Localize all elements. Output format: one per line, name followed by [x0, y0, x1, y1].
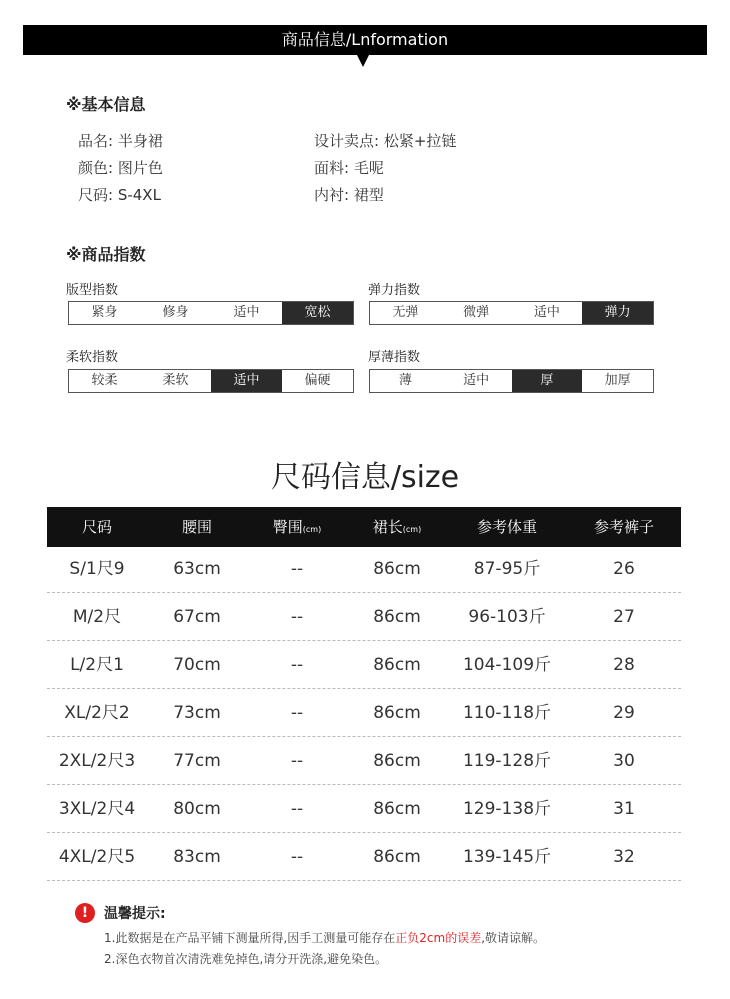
index-option: 加厚 — [604, 373, 631, 388]
cell-hip: -- — [290, 607, 304, 627]
info-design: 设计卖点: 松紧+拉链 — [314, 132, 457, 150]
index-scale-softness — [68, 369, 354, 393]
note-highlight: 正负2cm的误差 — [395, 931, 482, 945]
info-name: 品名: 半身裙 — [78, 132, 163, 150]
header-bar — [23, 25, 707, 55]
cell-hip: -- — [290, 847, 304, 867]
index-option: 无弹 — [392, 305, 419, 320]
cell-length: 86cm — [373, 655, 421, 675]
cell-size: L/2尺1 — [70, 655, 124, 675]
index-option: 紧身 — [91, 305, 118, 320]
table-row — [47, 689, 681, 737]
index-option: 适中 — [533, 305, 560, 320]
cell-weight: 110-118斤 — [462, 703, 552, 723]
basic-info-title: ※基本信息 — [66, 95, 146, 114]
cell-weight: 87-95斤 — [473, 559, 541, 579]
index-label-fit: 版型指数 — [66, 283, 119, 298]
info-size: 尺码: S-4XL — [78, 186, 161, 204]
index-label-softness: 柔软指数 — [66, 350, 119, 365]
cell-pants: 31 — [613, 799, 635, 819]
cell-size: 2XL/2尺3 — [58, 751, 136, 771]
row-divider — [47, 880, 681, 881]
cell-size: S/1尺9 — [69, 559, 125, 579]
cell-weight: 139-145斤 — [462, 847, 552, 867]
cell-length: 86cm — [373, 559, 421, 579]
cell-pants: 27 — [613, 607, 635, 627]
cell-length: 86cm — [373, 799, 421, 819]
cell-size: XL/2尺2 — [64, 703, 130, 723]
size-table-header — [47, 507, 681, 547]
cell-length: 86cm — [373, 703, 421, 723]
cell-pants: 30 — [613, 751, 635, 771]
header-arrow — [357, 55, 369, 67]
cell-waist: 83cm — [173, 847, 221, 867]
cell-hip: -- — [290, 559, 304, 579]
col-header-waist: 腰围 — [181, 518, 212, 536]
cell-hip: -- — [290, 799, 304, 819]
index-option: 适中 — [233, 305, 260, 320]
cell-pants: 28 — [613, 655, 635, 675]
cell-hip: -- — [290, 751, 304, 771]
info-lining: 内衬: 裙型 — [314, 186, 384, 204]
index-option-selected: 宽松 — [282, 302, 353, 324]
cell-length: 86cm — [373, 847, 421, 867]
cell-weight: 129-138斤 — [462, 799, 552, 819]
cell-length: 86cm — [373, 607, 421, 627]
note-line-2: 2.深色衣物首次清洗难免掉色,请分开洗涤,避免染色。 — [104, 952, 388, 966]
cell-waist: 77cm — [173, 751, 221, 771]
cell-size: 3XL/2尺4 — [58, 799, 136, 819]
col-header-weight: 参考体重 — [476, 518, 537, 536]
cell-waist: 73cm — [173, 703, 221, 723]
cell-length: 86cm — [373, 751, 421, 771]
cell-size: M/2尺 — [72, 607, 122, 627]
info-fabric: 面料: 毛呢 — [314, 159, 384, 177]
cell-weight: 104-109斤 — [462, 655, 552, 675]
index-option: 微弹 — [463, 305, 490, 320]
index-option: 偏硬 — [304, 373, 331, 388]
notes-title: 温馨提示: — [104, 906, 166, 922]
cell-size: 4XL/2尺5 — [58, 847, 136, 867]
index-option-selected: 弹力 — [582, 302, 653, 324]
product-index-title: ※商品指数 — [66, 245, 146, 264]
cell-pants: 29 — [613, 703, 635, 723]
cell-pants: 32 — [613, 847, 635, 867]
index-option: 薄 — [398, 373, 412, 388]
cell-pants: 26 — [613, 559, 635, 579]
index-option: 修身 — [162, 305, 189, 320]
index-option: 适中 — [463, 373, 490, 388]
index-scale-elastic — [369, 301, 654, 325]
col-header-size: 尺码 — [81, 518, 112, 536]
cell-hip: -- — [290, 703, 304, 723]
table-row — [47, 737, 681, 785]
table-row — [47, 833, 681, 881]
index-label-thickness: 厚薄指数 — [368, 350, 421, 365]
index-option-selected: 厚 — [512, 370, 583, 392]
cell-waist: 80cm — [173, 799, 221, 819]
warning-icon: ! — [75, 903, 95, 923]
index-option: 柔软 — [162, 373, 189, 388]
info-color: 颜色: 图片色 — [78, 159, 163, 177]
index-option: 较柔 — [91, 373, 118, 388]
index-label-elastic: 弹力指数 — [368, 283, 421, 298]
cell-weight: 119-128斤 — [462, 751, 552, 771]
index-option-selected: 适中 — [211, 370, 282, 392]
table-row — [47, 785, 681, 833]
cell-waist: 70cm — [173, 655, 221, 675]
cell-waist: 67cm — [173, 607, 221, 627]
index-scale-thickness — [369, 369, 654, 393]
note-line-1: 1.此数据是在产品平铺下测量所得,因手工测量可能存在正负2cm的误差,敬请谅解。 — [104, 931, 546, 945]
cell-hip: -- — [290, 655, 304, 675]
index-scale-fit — [68, 301, 354, 325]
col-header-length: 裙长(cm) — [372, 518, 422, 536]
table-row — [47, 593, 681, 641]
cell-weight: 96-103斤 — [468, 607, 546, 627]
cell-waist: 63cm — [173, 559, 221, 579]
col-header-hip: 臀围(cm) — [272, 518, 322, 536]
header-title: 商品信息/Lnformation — [281, 30, 449, 49]
table-row — [47, 545, 681, 593]
col-header-pants: 参考裤子 — [593, 518, 654, 536]
size-section-title: 尺码信息/size — [270, 460, 460, 495]
table-row — [47, 641, 681, 689]
